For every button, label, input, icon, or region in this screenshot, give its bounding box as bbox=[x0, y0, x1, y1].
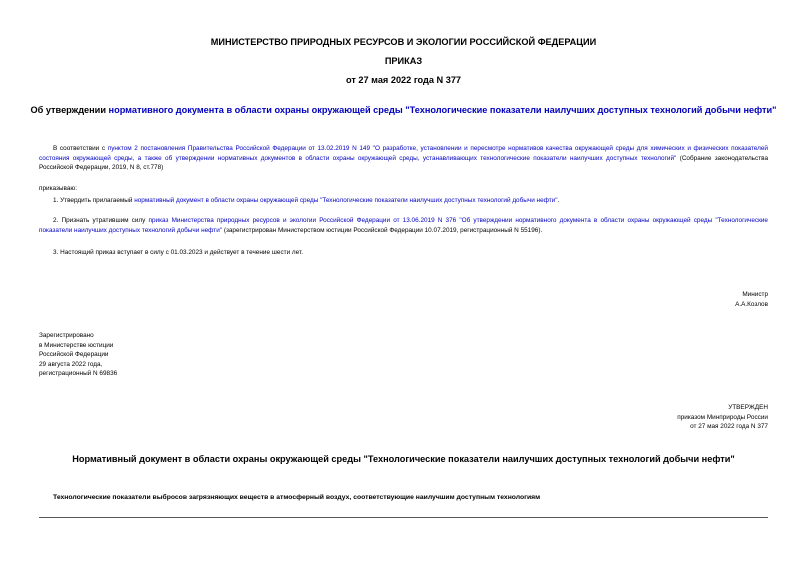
registration-line: Зарегистрировано bbox=[39, 332, 94, 339]
item-1-suffix: . bbox=[557, 197, 560, 204]
preamble-link[interactable]: пунктом 2 постановления Правительства Российской Федерации от 13.02.2019 N 149 "О разработке, установлении и пересмотре нормативов качества окружающей среды для химических и физических показателей состояния окружающей среды, а также об утверждении нормативных документов в области охраны окружающей среды, устанавливающих технологические показатели наилучших доступных технологий" bbox=[39, 145, 768, 162]
registration-line: регистрационный N 69836 bbox=[39, 370, 118, 378]
registration-line: в Министерстве юстиции bbox=[39, 341, 114, 349]
divider bbox=[39, 517, 768, 518]
preamble-text-1: В соответствии с bbox=[53, 145, 108, 152]
item-2-suffix: (зарегистрирован Министерством юстиции Российской Федерации 10.07.2019, регистрационный N 55196). bbox=[222, 226, 543, 234]
approved-line: от 27 мая 2022 года N 377 bbox=[690, 423, 768, 431]
item-1-link[interactable]: нормативный документ в области охраны окружающей среды "Технологические показатели наилучших доступных технологий добычи нефти" bbox=[134, 197, 558, 204]
order-title bbox=[0, 105, 807, 115]
item-2 bbox=[39, 216, 768, 235]
registration-block bbox=[39, 331, 117, 379]
registration-line: 29 августа 2022 года, bbox=[39, 360, 103, 368]
order-title-link[interactable]: нормативного документа в области охраны окружающей среды "Технологические показатели наилучших доступных технологий добычи нефти" bbox=[108, 105, 777, 115]
item-1-prefix: 1. Утвердить прилагаемый bbox=[53, 197, 135, 204]
section-heading: Технологические показатели выбросов загрязняющих веществ в атмосферный воздух, соответствующие наилучшим доступным технологиям bbox=[53, 494, 541, 501]
approved-block bbox=[677, 403, 768, 432]
signature-position: Министр bbox=[742, 291, 768, 298]
order-title-prefix: Об утверждении bbox=[30, 105, 109, 115]
approved-line: приказом Минприроды России bbox=[677, 413, 768, 421]
signature-name: А.А.Козлов bbox=[735, 300, 768, 308]
ministry-heading: МИНИСТЕРСТВО ПРИРОДНЫХ РЕСУРСОВ И ЭКОЛОГИИ РОССИЙСКОЙ ФЕДЕРАЦИИ bbox=[210, 37, 597, 47]
signature-block bbox=[735, 290, 768, 309]
preamble-text-2: (Собрание законодательства Российской Федерации, 2019, N 8, ст.778) bbox=[39, 154, 769, 172]
item-2-prefix: 2. Признать утратившим силу bbox=[53, 217, 149, 224]
item-1 bbox=[39, 196, 768, 206]
preamble-paragraph bbox=[39, 144, 768, 173]
approved-line: УТВЕРЖДЕН bbox=[728, 404, 768, 411]
normative-doc-title: Нормативный документ в области охраны окружающей среды "Технологические показатели наилучших доступных технологий добычи нефти" bbox=[72, 454, 735, 464]
doc-type-heading: ПРИКАЗ bbox=[384, 56, 423, 66]
item-2-link[interactable]: приказ Министерства природных ресурсов и экологии Российской Федерации от 13.06.2019 N 376 "Об утверждении нормативного документа в области охраны окружающей среды "Технологические показатели наилучших доступных технологий добычи нефти" bbox=[39, 217, 768, 234]
registration-line: Российской Федерации bbox=[39, 351, 109, 359]
item-3: 3. Настоящий приказ вступает в силу с 01.03.2023 и действует в течение шести лет. bbox=[53, 249, 303, 256]
date-number-heading: от 27 мая 2022 года N 377 bbox=[345, 75, 462, 85]
prikazyvayu-text: приказываю: bbox=[39, 185, 77, 192]
